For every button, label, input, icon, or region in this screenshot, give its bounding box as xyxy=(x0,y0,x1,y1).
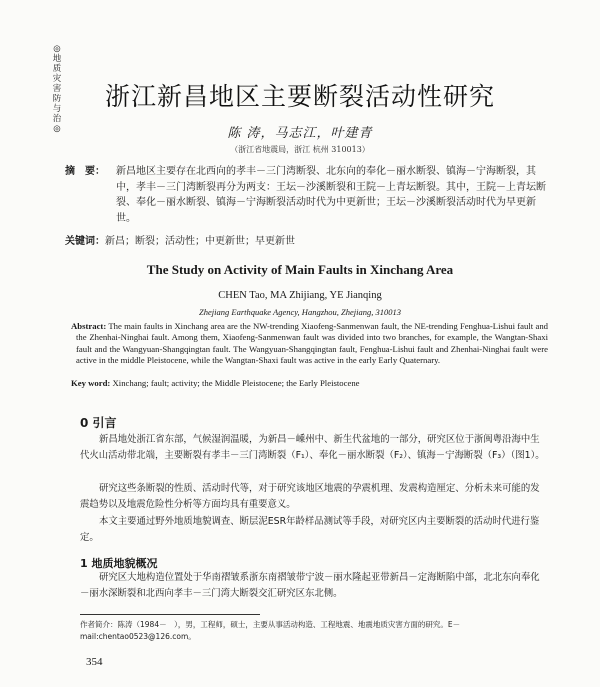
section-heading-introduction: 0 引言 xyxy=(80,416,117,430)
journal-side-label: ◎ 地 质 灾 害 防 与 治 ◎ xyxy=(52,44,62,134)
abstract-en-text: The main faults in Xinchang area are the NW-trending Xiaofeng-Sanmenwan fault, the NE-trending Fenghua-Lishui fault and the Zhenhai-Ninghai fault. Among them, Xiaofeng-Sanmenwan fault was divided into two branches, for example, the Wangtan-Shaxi fault and the Wangyuan-Shangqingtan fault. The Wangyuan-Shangqingtan fault, Fenghua-Lishui fault and Zhenhai-Ninghai fault were active in the middle Pleistocene, while the Wangtan-Shaxi fault was active in the early Early Quaternary. xyxy=(76,321,549,365)
abstract-en xyxy=(71,321,549,366)
keywords-en-label: Key word: xyxy=(71,378,111,388)
keywords-zh xyxy=(65,232,545,247)
english-affiliation: Zhejiang Earthquake Agency, Hangzhou, Zhejiang, 310013 xyxy=(199,307,401,317)
authors: 陈 涛，马志江，叶建青 xyxy=(227,126,373,141)
paragraph: 本文主要通过野外地质地貌调查、断层泥ESR年龄样品测试等手段，对研究区内主要断裂的活动时代进行鉴定。 xyxy=(80,516,540,543)
abstract-en-label: Abstract: xyxy=(71,321,107,331)
paragraph: 新昌地处浙江省东部，气候湿润温暖，为新昌－嵊州中、新生代盆地的一部分，研究区位于浙闽粤沿海中生代火山活动带北端，主要断裂有孝丰－三门湾断裂（F₁）、奉化－丽水断裂（F₂）、镇海－宁海断裂（F₃）（图1）。 xyxy=(80,434,545,461)
keywords-en xyxy=(71,378,548,388)
section-heading-geology: 1 地质地貌概况 xyxy=(80,557,158,570)
keywords-zh-label: 关键词： xyxy=(65,236,105,247)
abstract-zh-label: 摘 要： xyxy=(65,166,105,177)
paragraph: 研究这些条断裂的性质、活动时代等，对于研究该地区地震的孕震机理、发震构造厘定、分析未来可能的发震趋势以及地震危险性分析等方面均具有重要意义。 xyxy=(80,483,540,510)
abstract-zh xyxy=(65,164,548,226)
english-authors: CHEN Tao, MA Zhijiang, YE Jianqing xyxy=(218,290,382,301)
paragraph: 研究区大地构造位置处于华南褶皱系浙东南褶皱带宁波－丽水隆起亚带新昌－定海断陷中部，北北东向奉化－丽水深断裂和北西向孝丰－三门湾大断裂交汇研究区东北侧。 xyxy=(80,572,540,599)
footnote-divider xyxy=(80,614,260,615)
english-title: The Study on Activity of Main Faults in Xinchang Area xyxy=(146,262,454,277)
paper-title: 浙江新昌地区主要断裂活动性研究 xyxy=(104,82,495,111)
keywords-en-text: Xinchang; fault; activity; the Middle Pleistocene; the Early Pleistocene xyxy=(112,378,360,388)
affiliation: （浙江省地震局，浙江 杭州 310013） xyxy=(230,145,370,154)
abstract-zh-text: 新昌地区主要存在北西向的孝丰－三门湾断裂、北东向的奉化－丽水断裂、镇海－宁海断裂，其中，孝丰－三门湾断裂再分为两支：王坛－沙溪断裂和王院－上青坛断裂。其中，王院－上青坛断裂、奉化－丽水断裂、镇海－宁海断裂活动时代为中更新世；王坛－沙溪断裂活动时代为早更新世。 xyxy=(116,166,546,224)
author-footnote: 作者简介：陈涛（1984－ ），男，工程师，硕士，主要从事活动构造、工程地震、地震地质灾害方面的研究。E－mail:chentao0523@126.com。 xyxy=(80,620,461,641)
page-number: 354 xyxy=(86,656,103,668)
keywords-zh-text: 新昌；断裂；活动性；中更新世；早更新世 xyxy=(105,236,295,247)
